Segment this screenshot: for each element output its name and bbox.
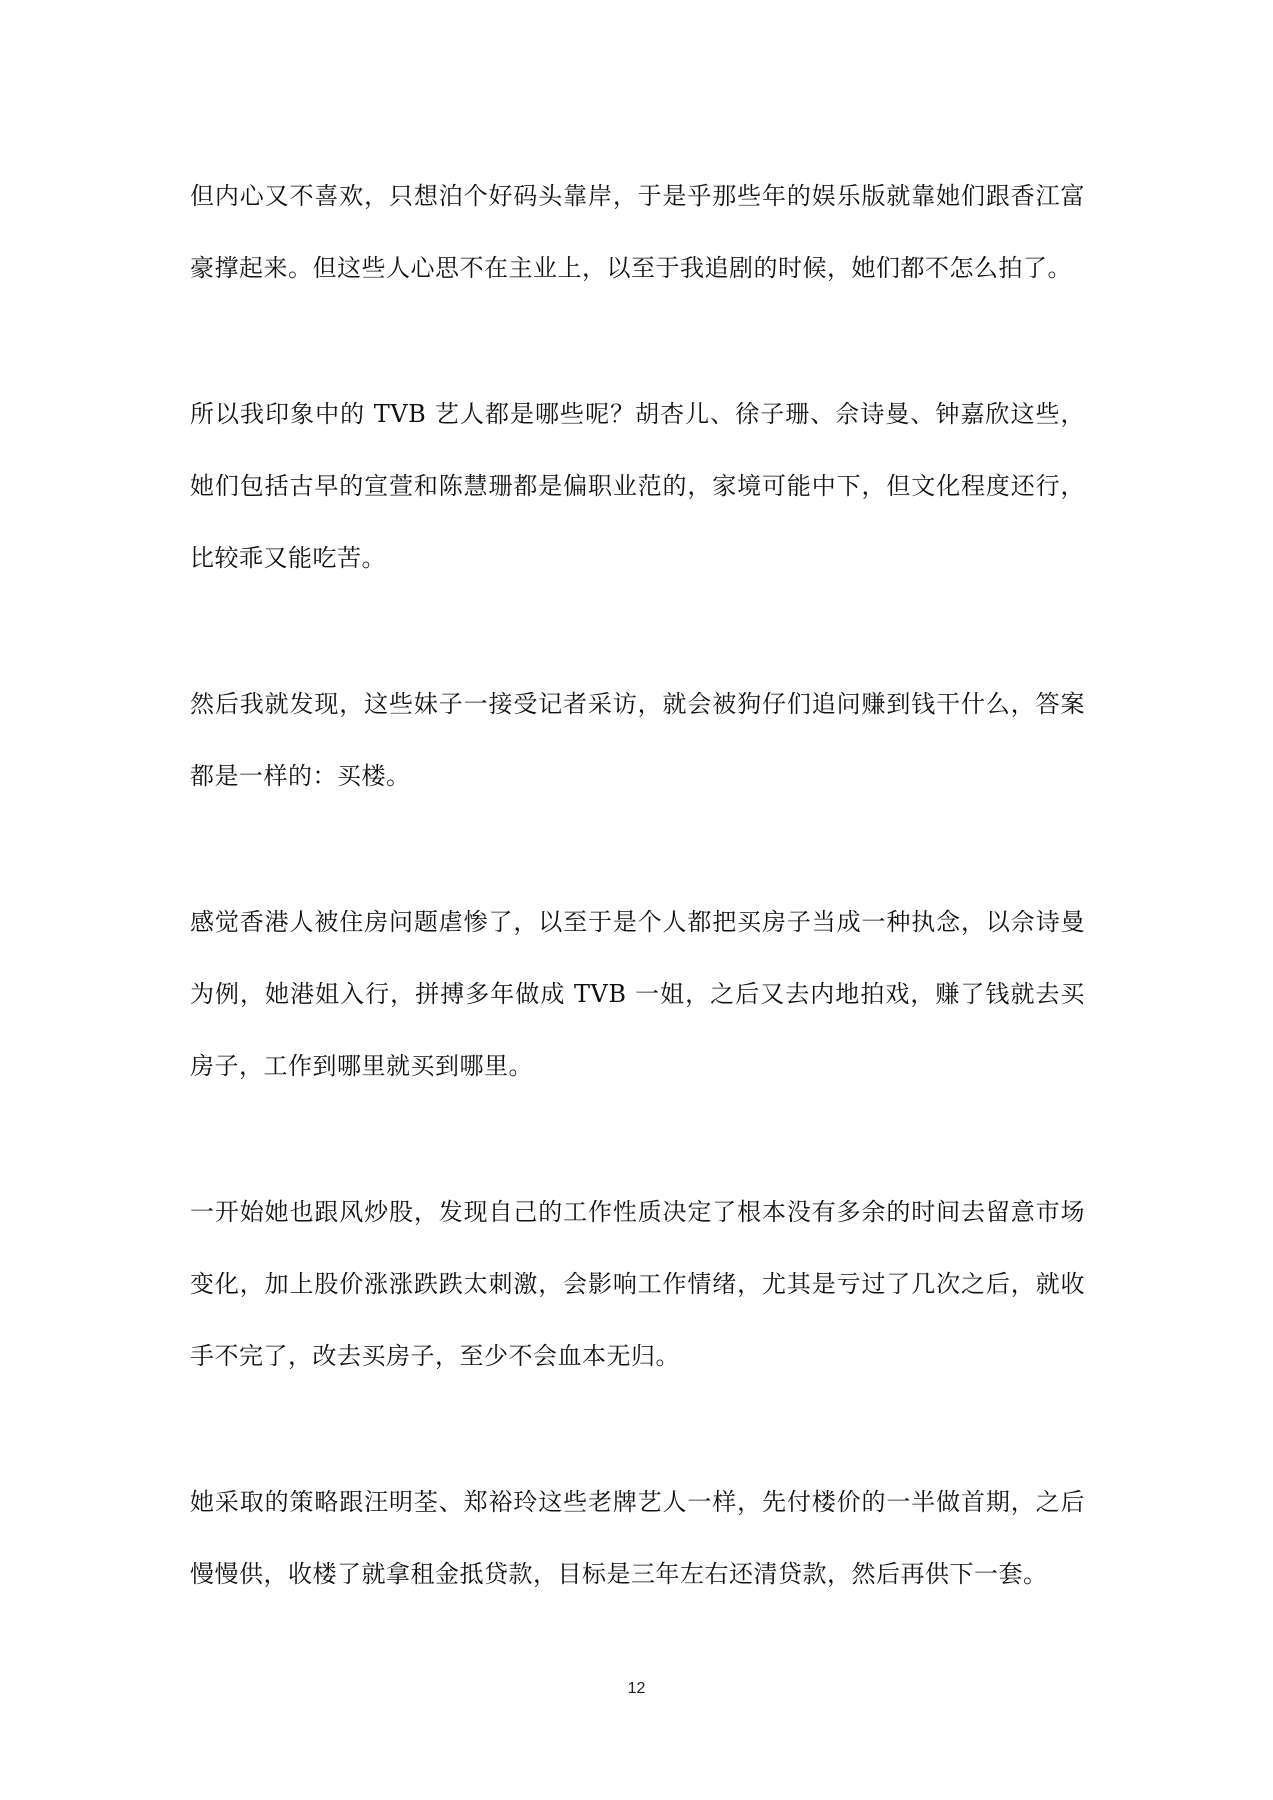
paragraph: 一开始她也跟风炒股，发现自己的工作性质决定了根本没有多余的时间去留意市场变化，加上股价涨涨跌跌太刺激，会影响工作情绪，尤其是亏过了几次之后，就收手不完了，改去买房子，至少不会血本无归。 — [190, 1198, 1085, 1370]
paragraph: 但内心又不喜欢，只想泊个好码头靠岸，于是乎那些年的娱乐版就靠她们跟香江富豪撑起来。但这些人心思不在主业上，以至于我追剧的时候，她们都不怎么拍了。 — [190, 182, 1085, 282]
paragraph: 所以我印象中的 TVB 艺人都是哪些呢？胡杏儿、徐子珊、佘诗曼、钟嘉欣这些，她们包括古早的宣萱和陈慧珊都是偏职业范的，家境可能中下，但文化程度还行，比较乖又能吃苦。 — [190, 400, 1085, 572]
paragraph: 感觉香港人被住房问题虐惨了，以至于是个人都把买房子当成一种执念，以佘诗曼为例，她港姐入行，拼搏多年做成 TVB 一姐，之后又去内地拍戏，赚了钱就去买房子，工作到哪里就买到哪里。 — [190, 908, 1085, 1080]
document-body — [190, 160, 1085, 1684]
page-number: 12 — [627, 1680, 646, 1697]
paragraph: 然后我就发现，这些妹子一接受记者采访，就会被狗仔们追问赚到钱干什么，答案都是一样的：买楼。 — [190, 690, 1085, 790]
paragraph: 她采取的策略跟汪明荃、郑裕玲这些老牌艺人一样，先付楼价的一半做首期，之后慢慢供，收楼了就拿租金抵贷款，目标是三年左右还清贷款，然后再供下一套。 — [190, 1488, 1085, 1588]
